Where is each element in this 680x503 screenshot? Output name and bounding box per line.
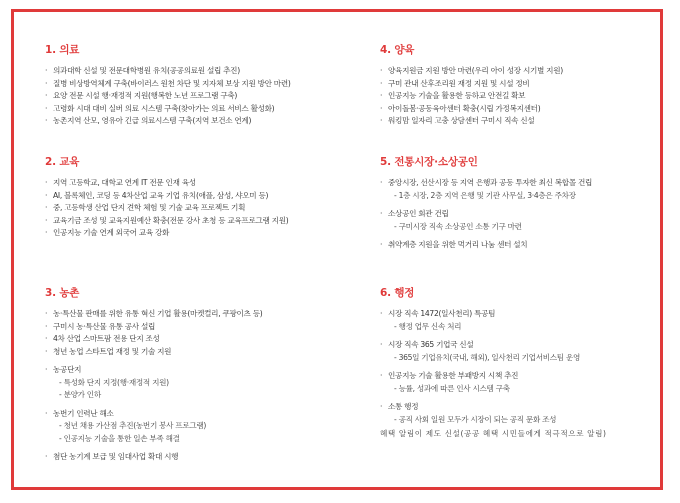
section-title: 4. 양육 xyxy=(380,44,415,56)
section-admin xyxy=(380,285,670,441)
section-title: 5. 전통시장·소상공인 xyxy=(380,156,478,168)
sub-item: - 1층 시장, 2층 지역 은행 및 기관 사무실, 3·4층은 주차장 xyxy=(394,190,576,200)
section-title: 2. 교육 xyxy=(45,156,80,168)
list-item: · 중, 고등학생 산업 단지 견학 체험 및 기술 교육 프로젝트 기획 xyxy=(45,203,246,212)
sub-item: - 인공지능 기술을 통한 일손 부족 해결 xyxy=(59,433,180,443)
list-item: · 중앙시장, 선산시장 등 지역 은행과 공동 투자한 최신 복합몰 건립 xyxy=(380,178,593,187)
sub-item: - 구미시장 직속 소상공인 소통 기구 마련 xyxy=(394,221,522,231)
section-agriculture xyxy=(45,285,345,464)
section-medical xyxy=(45,42,345,128)
list-item: · 워킹맘 일자리 고충 상담센터 구미시 직속 신설 xyxy=(380,116,535,125)
list-item: · 농촌지역 산모, 영유아 긴급 의료시스템 구축(지역 보건소 연계) xyxy=(45,116,252,125)
list-item: · 구미 관내 산후조리원 재정 지원 및 시설 정비 xyxy=(380,78,530,88)
sub-item: - 공직 사회 일원 모두가 시장이 되는 공직 문화 조성 xyxy=(394,414,557,424)
list-item: · 농번기 인력난 해소 xyxy=(45,408,114,418)
section-title: 6. 행정 xyxy=(380,287,415,299)
list-item: · 농공단지 xyxy=(45,365,82,374)
list-item: · 구미시 농·특산물 유통 공사 설립 xyxy=(45,321,156,331)
section-childcare xyxy=(380,42,670,128)
section-title: 1. 의료 xyxy=(45,44,80,56)
list-item: · 인공지능 기술 활용한 부패방지 시책 추진 xyxy=(380,371,519,380)
list-item: · 시장 직속 1472(일사천리) 특공팀 xyxy=(380,309,496,318)
list-item: · 질병 비상방역체계 구축(바이러스 원천 차단 및 지자체 보상 지원 방안 마련) xyxy=(45,78,291,88)
list-item: · 인공지능 기술을 활용한 등하교 안전길 확보 xyxy=(380,91,526,100)
sub-item: - 365일 기업유치(국내, 해외), 일사천리 기업서비스팀 운영 xyxy=(394,352,581,362)
benefit-note: 혜택 알림이 제도 신설(공공 혜택 시민들에게 적극적으로 알림) xyxy=(380,429,607,438)
list-item: · 4차 산업 스마트팜 전용 단지 조성 xyxy=(45,334,160,343)
sub-item: - 특성화 단지 지정(행·재정적 지원) xyxy=(59,377,169,387)
list-item: · AI, 블록체인, 코딩 등 4차산업 교육 기업 유치(애플, 삼성, 샤오미 등) xyxy=(45,190,269,200)
list-item: · 요양 전문 시설 행·재정적 지원(행복한 노년 프로그램 구축) xyxy=(45,91,238,100)
list-item: · 첨단 농기계 보급 및 임대사업 확대 시행 xyxy=(45,452,179,461)
list-item: · 고령화 시대 대비 실버 의료 시스템 구축(찾아가는 의료 서비스 활성화) xyxy=(45,103,275,113)
list-item: · 청년 농업 스타트업 재정 및 기술 지원 xyxy=(45,346,172,356)
list-item: · 양육지원금 지원 방안 마련(우리 아이 성장 시기별 지원) xyxy=(380,66,563,75)
list-item: · 농·특산물 판매를 위한 유통 혁신 기업 활용(마켓컬리, 쿠팡이츠 등) xyxy=(45,309,263,318)
sub-item: - 능률, 성과에 따른 인사 시스템 구축 xyxy=(394,383,510,393)
list-item: · 취약계층 지원을 위한 먹거리 나눔 센터 설치 xyxy=(380,240,528,249)
section-education xyxy=(45,154,345,240)
list-item: · 시장 직속 365 기업국 신설 xyxy=(380,340,474,349)
list-item: · 인공지능 기술 연계 외국어 교육 강화 xyxy=(45,228,170,237)
section-title: 3. 농촌 xyxy=(45,287,80,299)
sub-item: - 분양가 인하 xyxy=(59,390,101,399)
list-item: · 소상공인 회관 건립 xyxy=(380,209,449,218)
sub-item: - 행정 업무 신속 처리 xyxy=(394,321,462,331)
section-market xyxy=(380,154,670,252)
list-item: · 교육기금 조성 및 교육지원예산 확충(전문 강사 초청 등 교육프로그램 지원) xyxy=(45,215,289,225)
list-item: · 지역 고등학교, 대학교 연계 IT 전문 인재 육성 xyxy=(45,178,196,187)
sub-item: - 청년 채용 가산점 추진(농번기 봉사 프로그램) xyxy=(59,421,207,430)
list-item: · 아이돌봄·공동육아센터 확충(시립 가정복지센터) xyxy=(380,103,541,113)
list-item: · 의과대학 신설 및 전문대학병원 유치(공공의료원 설립 추진) xyxy=(45,66,240,75)
list-item: · 소통 행정 xyxy=(380,402,419,411)
